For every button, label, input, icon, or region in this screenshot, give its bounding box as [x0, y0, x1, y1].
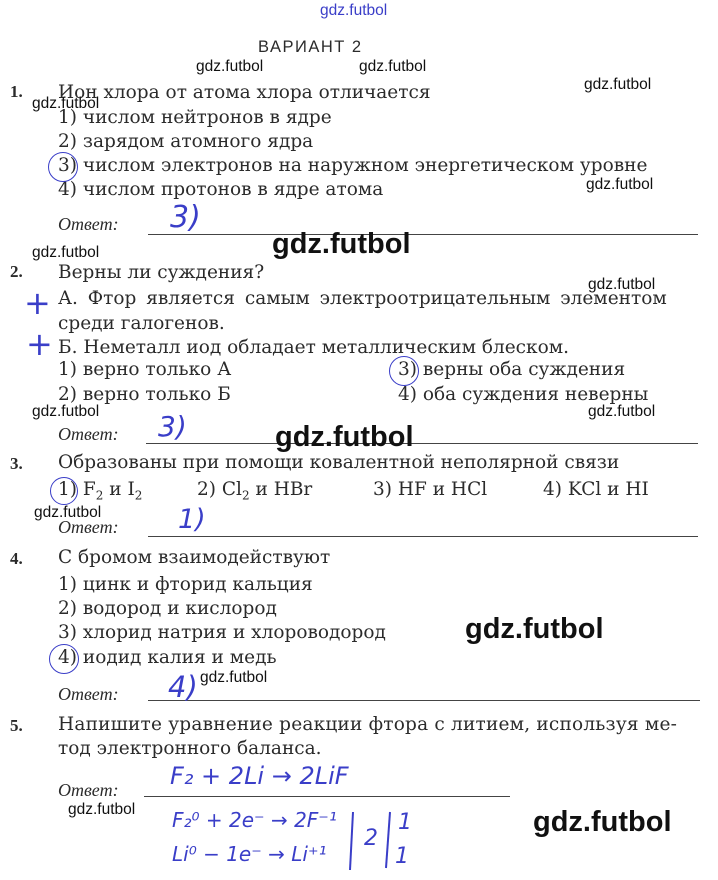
question-number: 1.: [10, 82, 23, 101]
question-number: 2.: [10, 262, 23, 281]
question-number: 4.: [10, 549, 23, 568]
handwritten-answer: 3): [158, 410, 187, 443]
source-watermark: gdz.futbol: [320, 2, 388, 19]
option: 2) водород и кислород: [58, 598, 277, 619]
watermark: gdz.futbol: [588, 403, 656, 420]
question-text: Верны ли суждения?: [58, 262, 265, 283]
watermark: gdz.futbol: [34, 504, 102, 521]
watermark-large: gdz.futbol: [533, 806, 672, 838]
handwritten-answer: 4): [168, 670, 198, 704]
answer-label: Ответ:: [58, 684, 119, 704]
watermark: gdz.futbol: [32, 403, 100, 420]
watermark: gdz.futbol: [588, 276, 656, 293]
question-text: Образованы при помощи ковалентной неполярной связи: [58, 452, 620, 473]
answer-label: Ответ:: [58, 214, 119, 234]
option: 4) KCl и HI: [543, 479, 649, 500]
option: 3) верны оба суждения: [398, 359, 626, 380]
statement-a-continued: среди галогенов.: [58, 313, 225, 334]
watermark: gdz.futbol: [359, 58, 427, 75]
watermark-large: gdz.futbol: [465, 613, 604, 645]
watermark-large: gdz.futbol: [275, 421, 414, 453]
watermark: gdz.futbol: [68, 801, 136, 818]
handwritten-answer: 3): [170, 200, 201, 235]
option: 1) цинк и фторид кальция: [58, 574, 313, 595]
handwritten-equation: F₂ + 2Li → 2LiF: [170, 762, 349, 790]
question-text: С бромом взаимодействуют: [58, 547, 331, 568]
plus-mark: +: [26, 325, 53, 363]
plus-mark: +: [24, 284, 51, 322]
question-text-continued: тод электронного баланса.: [58, 738, 322, 759]
option: 4) иодид калия и медь: [58, 647, 277, 668]
option: 4) числом протонов в ядре атома: [58, 179, 384, 200]
answer-label: Ответ:: [58, 517, 119, 537]
electron-balance-line: F₂⁰ + 2e⁻ → 2F⁻¹: [172, 808, 337, 832]
watermark: gdz.futbol: [32, 244, 100, 261]
watermark: gdz.futbol: [200, 669, 268, 686]
option: 3) числом электронов на наружном энергетическом уровне: [58, 155, 648, 176]
option: 3) HF и HCl: [373, 479, 488, 500]
option: 2) верно только Б: [58, 384, 231, 405]
question-text: Ион хлора от атома хлора отличается: [58, 82, 431, 103]
option: 4) оба суждения неверны: [398, 384, 649, 405]
answer-label: Ответ:: [58, 424, 119, 444]
statement-b: Б. Неметалл иод обладает металлическим блеском.: [58, 337, 570, 358]
question-number: 5.: [10, 716, 23, 735]
question-number: 3.: [10, 454, 23, 473]
variant-title: ВАРИАНТ 2: [258, 38, 363, 56]
watermark: gdz.futbol: [196, 58, 264, 75]
balance-common-factor: 2: [364, 826, 378, 851]
watermark-large: gdz.futbol: [272, 228, 411, 260]
option: 2) зарядом атомного ядра: [58, 131, 314, 152]
question-text: Напишите уравнение реакции фтора с литием, используя ме-: [58, 714, 678, 735]
watermark: gdz.futbol: [584, 76, 652, 93]
handwritten-answer: 1): [178, 504, 206, 535]
option: 1) числом нейтронов в ядре: [58, 107, 332, 128]
option: 1) верно только А: [58, 359, 232, 380]
electron-balance-line: Li⁰ − 1e⁻ → Li⁺¹: [172, 842, 327, 866]
option: 3) хлорид натрия и хлороводород: [58, 622, 386, 643]
option: 1) $F_2$ и $I_2$: [58, 479, 143, 503]
balance-coefficient-li: 1: [395, 844, 409, 869]
balance-coefficient-f: 1: [398, 810, 412, 835]
answer-label: Ответ:: [58, 780, 119, 800]
watermark: gdz.futbol: [586, 176, 654, 193]
watermark: gdz.futbol: [32, 95, 100, 112]
option: 2) $Cl_2$ и HBr: [197, 479, 313, 503]
statement-a: А. Фтор является самым электроотрицательным элементом: [58, 288, 667, 309]
